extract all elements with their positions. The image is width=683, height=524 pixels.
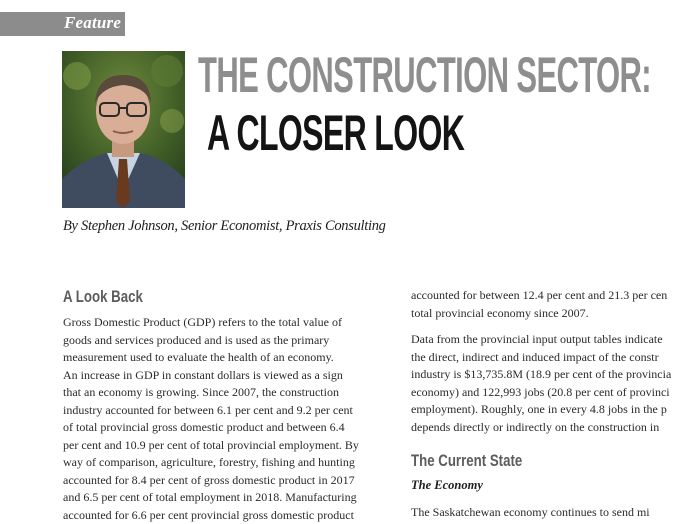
body-line: measurement used to evaluate the health of an economy. [63,349,359,367]
body-line: of total provincial gross domestic product and between 6.4 [63,419,359,437]
author-photo [62,51,185,208]
body-line: per cent and 10.9 per cent of total provincial employment. By [63,437,359,455]
body-line: accounted for 6.6 per cent provincial gross domestic product [63,507,359,524]
body-line: accounted for 8.4 per cent of gross domestic product in 2017 [63,472,359,490]
body-line: Gross Domestic Product (GDP) refers to the total value of [63,314,359,332]
body-line: employment). Roughly, one in every 4.8 jobs in the p [411,401,671,419]
body-line: economy) and 122,993 jobs (20.8 per cent of provinci [411,384,671,402]
article-title-line2: A CLOSER LOOK [207,104,464,162]
article-title-line1: THE CONSTRUCTION SECTOR: [198,46,651,104]
body-line: industry accounted for between 6.1 per cent and 9.2 per cent [63,402,359,420]
body-line: goods and services produced and is used as the primary [63,332,359,350]
left-column-body [63,314,359,524]
section-heading-look-back: A Look Back [63,287,143,307]
subsection-heading-economy: The Economy [411,478,483,493]
body-line: industry is $13,735.8M (18.9 per cent of the provincia [411,366,671,384]
right-column-para1 [411,287,667,322]
body-line: the direct, indirect and induced impact of the constr [411,349,671,367]
feature-label: Feature [64,13,121,33]
right-column-para3 [411,504,650,522]
body-line: that an economy is growing. Since 2007, the construction [63,384,359,402]
body-line: total provincial economy since 2007. [411,305,667,323]
body-line: accounted for between 12.4 per cent and 21.3 per cen [411,287,667,305]
body-line: Data from the provincial input output tables indicate [411,331,671,349]
body-line: The Saskatchewan economy continues to send mi [411,504,650,522]
byline: By Stephen Johnson, Senior Economist, Praxis Consulting [63,218,386,235]
section-heading-current-state: The Current State [411,451,522,471]
right-column-para2 [411,331,671,436]
body-line: way of comparison, agriculture, forestry, fishing and hunting [63,454,359,472]
body-line: depends directly or indirectly on the construction in [411,419,671,437]
body-line: and 6.5 per cent of total employment in 2018. Manufacturing [63,489,359,507]
feature-tag [0,12,125,36]
body-line: An increase in GDP in constant dollars is viewed as a sign [63,367,359,385]
